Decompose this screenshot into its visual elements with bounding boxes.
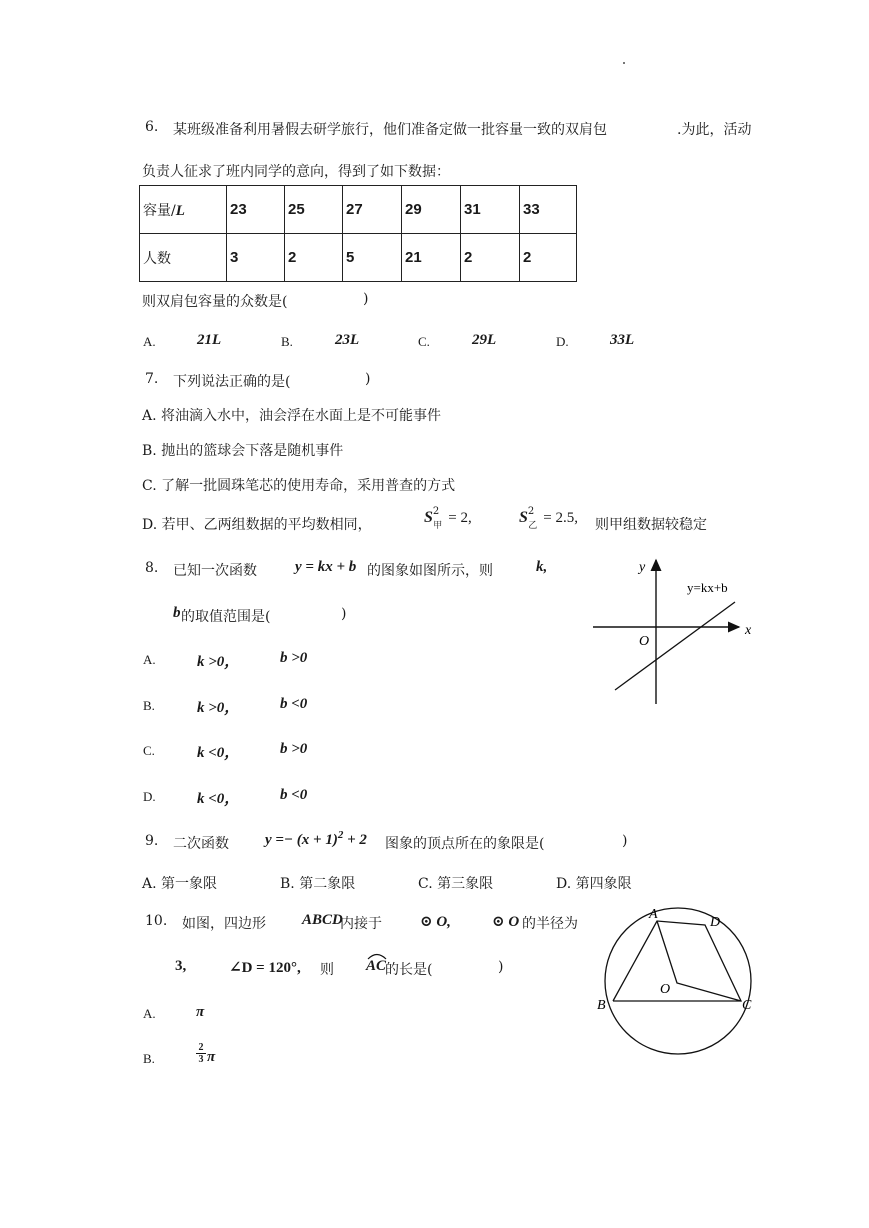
- q10-angle: ∠D = 120°,: [229, 960, 301, 976]
- q6-option-d: 33L: [610, 332, 635, 348]
- table-cell: 33: [520, 186, 577, 234]
- page-dot: [623, 62, 625, 64]
- linear-function-graph: [585, 550, 765, 710]
- line-label: y=kx+b: [687, 580, 728, 595]
- q8-option-a-k: k >0，: [197, 654, 240, 670]
- q8-option-c-b: b >0: [280, 741, 308, 757]
- q9-option-c: C. 第三象限: [418, 876, 494, 892]
- table-row: [140, 186, 577, 234]
- q7-option-d-tail: 则甲组数据较稳定: [595, 517, 707, 533]
- q8-option-a-b: b >0: [280, 650, 308, 666]
- q7-option-b: B. 抛出的篮球会下落是随机事件: [142, 443, 344, 459]
- q9-stem-post: 图象的顶点所在的象限是(: [385, 836, 545, 852]
- table-row: [140, 234, 577, 282]
- label-b: B: [597, 998, 606, 1013]
- q9-number: 9.: [145, 833, 159, 849]
- y-axis-label: y: [639, 560, 646, 575]
- table-cell: 2: [285, 234, 343, 282]
- q10-option-b-fraction: 2 3: [196, 1042, 206, 1065]
- q6-option-b: 23L: [335, 332, 360, 348]
- table-cell: 21: [402, 234, 461, 282]
- table-cell: 5: [343, 234, 402, 282]
- q6-option-c: 29L: [472, 332, 497, 348]
- q9-option-d: D. 第四象限: [556, 876, 632, 892]
- function-line: [615, 602, 735, 690]
- quadrilateral-abcd: [613, 921, 741, 1001]
- q10-circle-o2: ⊙ O: [492, 914, 520, 930]
- q8-option-c-k: k <0，: [197, 745, 240, 761]
- q8-line2: 的取值范围是(: [181, 609, 271, 625]
- q6-line1b: .为此，活动: [677, 122, 752, 138]
- q6-option-d-letter: D.: [556, 334, 569, 349]
- q7-option-c: C. 了解一批圆珠笔芯的使用寿命，采用普查的方式: [142, 478, 456, 494]
- table-cell: 27: [343, 186, 402, 234]
- label-d: D: [710, 915, 721, 930]
- table-header-count: 人数: [140, 234, 227, 282]
- q9-close-paren: ): [622, 833, 628, 849]
- variance-yi: $S^2_乙 = 2.5$,: [519, 506, 579, 531]
- variance-jia: $S^2_甲 = 2$,: [424, 506, 472, 531]
- q8-option-b-k: k >0，: [197, 700, 240, 716]
- label-c: C: [742, 998, 752, 1013]
- q8-option-d-k: k <0，: [197, 791, 240, 807]
- q8-function: y = kx + b: [295, 559, 357, 575]
- q10-option-a: π: [196, 1004, 205, 1020]
- q10-option-b-pi: π: [207, 1049, 216, 1065]
- q8-stem-mid: 的图象如图所示，则: [367, 563, 493, 579]
- q9-option-a: A. 第一象限: [142, 876, 218, 892]
- q10-close-paren: ): [498, 959, 504, 975]
- q8-k: k,: [536, 559, 548, 575]
- origin-label: O: [639, 634, 650, 649]
- q7-option-d: D. 若甲、乙两组数据的平均数相同，: [142, 517, 372, 533]
- q10-stem-post: 的半径为: [522, 916, 578, 932]
- q6-number: 6.: [145, 119, 159, 135]
- capacity-table: [139, 185, 577, 282]
- q8-stem-pre: 已知一次函数: [173, 563, 257, 579]
- q10-option-a-letter: A.: [143, 1006, 156, 1021]
- label-a: A: [649, 907, 658, 922]
- q8-option-c-letter: C.: [143, 743, 155, 758]
- q7-close-paren: ): [365, 371, 371, 387]
- q7-option-a: A. 将油滴入水中，油会浮在水面上是不可能事件: [142, 408, 442, 424]
- q10-radius: 3,: [175, 958, 187, 974]
- circle-quadrilateral-figure: [592, 905, 762, 1060]
- q8-option-b-letter: B.: [143, 698, 155, 713]
- table-cell: 29: [402, 186, 461, 234]
- q10-line2: 的长是(: [385, 962, 433, 978]
- q10-option-b-letter: B.: [143, 1051, 155, 1066]
- q10-number: 10.: [145, 913, 168, 929]
- q7-stem: 下列说法正确的是(: [173, 374, 291, 390]
- q7-number: 7.: [145, 371, 159, 387]
- q10-stem-mid: 内接于: [340, 916, 382, 932]
- q8-close-paren: ): [341, 606, 347, 622]
- table-header-capacity: 容量/L: [140, 186, 227, 234]
- q10-abcd: ABCD: [302, 912, 343, 928]
- table-cell: 31: [461, 186, 520, 234]
- table-cell: 23: [227, 186, 285, 234]
- q10-circle-o: ⊙ O,: [420, 914, 451, 930]
- q8-option-b-b: b <0: [280, 696, 308, 712]
- q6-option-b-letter: B.: [281, 334, 293, 349]
- q8-option-d-letter: D.: [143, 789, 156, 804]
- table-cell: 2: [461, 234, 520, 282]
- q9-stem-pre: 二次函数: [173, 836, 229, 852]
- table-cell: 2: [520, 234, 577, 282]
- q8-option-d-b: b <0: [280, 787, 308, 803]
- q6-option-a: 21L: [197, 332, 222, 348]
- table-cell: 3: [227, 234, 285, 282]
- q9-function: $y =- (x + 1)^2 + 2$: [265, 829, 367, 848]
- q6-close-paren: ): [363, 291, 369, 307]
- q6-option-c-letter: C.: [418, 334, 430, 349]
- q6-line2: 负责人征求了班内同学的意向，得到了如下数据：: [142, 164, 450, 180]
- q6-option-a-letter: A.: [143, 334, 156, 349]
- q6-line1: 某班级准备利用暑假去研学旅行，他们准备定做一批容量一致的双肩包: [173, 122, 607, 138]
- q8-b: b: [173, 605, 181, 621]
- q10-then: 则: [320, 962, 334, 978]
- q8-option-a-letter: A.: [143, 652, 156, 667]
- label-o: O: [660, 982, 671, 997]
- x-axis-label: x: [745, 623, 752, 638]
- circle-o: [605, 908, 751, 1054]
- q8-number: 8.: [145, 560, 159, 576]
- table-cell: 25: [285, 186, 343, 234]
- q10-stem-pre: 如图，四边形: [182, 916, 266, 932]
- q9-option-b: B. 第二象限: [280, 876, 356, 892]
- q6-question: 则双肩包容量的众数是(: [142, 294, 288, 310]
